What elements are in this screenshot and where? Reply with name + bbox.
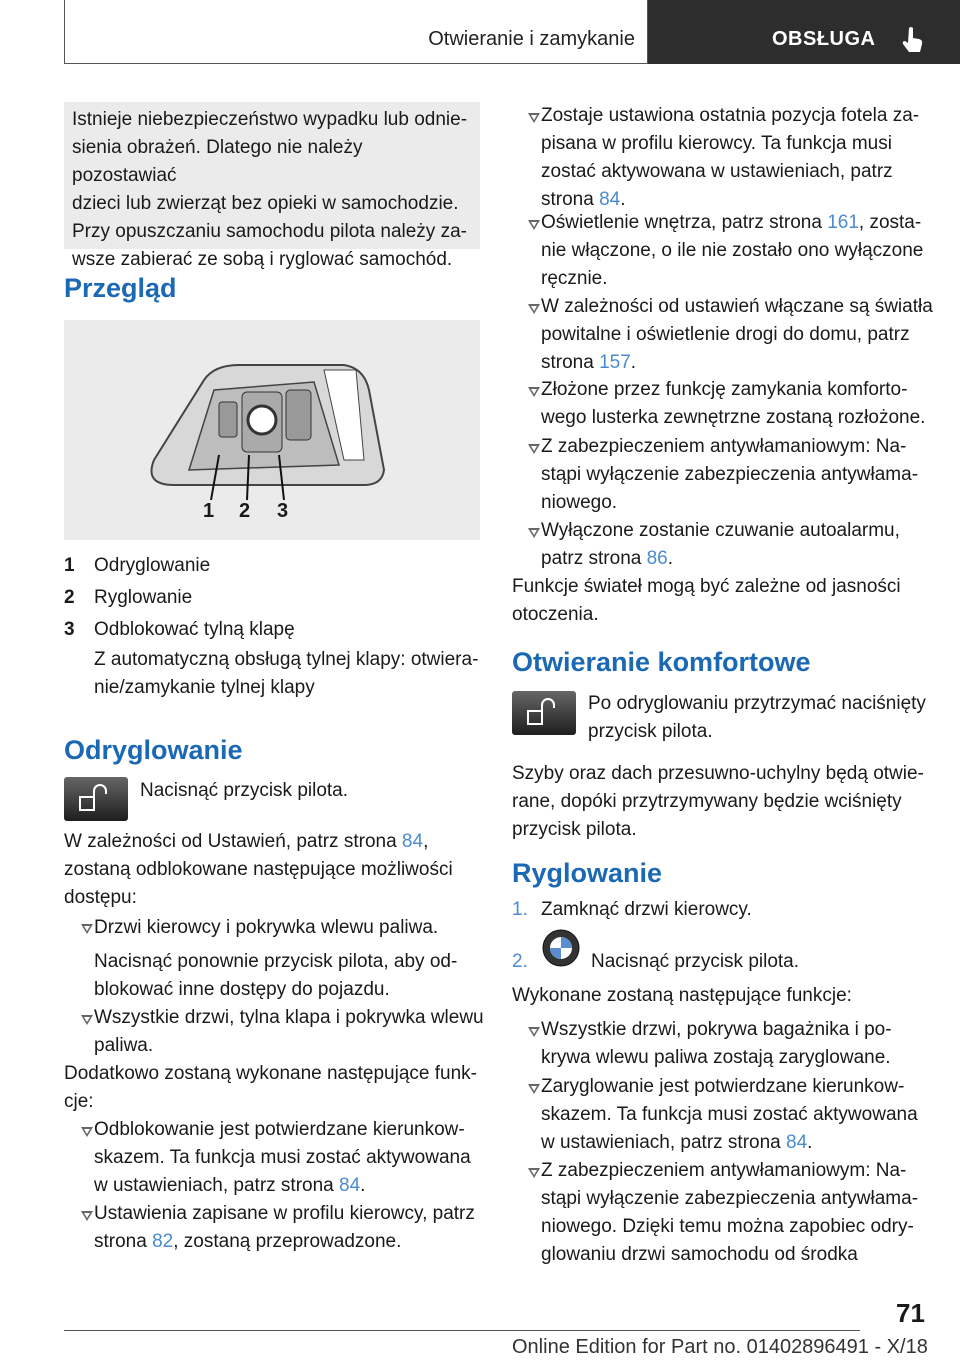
bullet-triangle-icon [528, 220, 540, 230]
warning-line: Istnieje niebezpieczeństwo wypadku lub odnie- [72, 109, 468, 130]
legend-note [94, 646, 478, 702]
note-line: Z automatyczną obsługą tylnej klapy: otwiera- [94, 649, 479, 670]
legend-label: Ryglowanie [94, 587, 193, 608]
intro-text: dostępu: [64, 887, 137, 908]
step-number: 1. [512, 899, 528, 920]
figure-label: 3 [277, 500, 289, 522]
bullet-item [94, 914, 438, 942]
unlock-icon [512, 691, 576, 735]
bullet-triangle-icon [528, 444, 540, 454]
lights-note [512, 573, 901, 629]
bullet-text: strona [541, 189, 600, 210]
bullet-triangle-icon [528, 304, 540, 314]
overview-heading: Przegląd [64, 273, 177, 303]
bullet-text: w ustawieniach, patrz strona [541, 1132, 787, 1153]
text-line: otoczenia. [512, 604, 599, 625]
bullet-triangle-icon [81, 1211, 93, 1221]
unlock-intro [64, 828, 453, 912]
bullet-text: krywa wlewu paliwa zostają zaryglowane. [541, 1047, 891, 1068]
legend-number: 1 [64, 555, 75, 576]
text-line: Szyby oraz dach przesuwno-uchylny będą otwie- [512, 763, 924, 784]
legend-item [64, 616, 295, 644]
bullet-text: niowego. [541, 492, 618, 513]
bullet-text: Z zabezpieczeniem antywłamaniowym: Na- [541, 1160, 907, 1181]
warning-line: sienia obrażeń. Dlatego nie należy pozostawiać [72, 137, 363, 186]
bullet-item: Zostaje ustawiona ostatnia pozycja fotela za- pisana w profilu kierowcy. Ta funkcja musi zostać aktywowana w ustawieniach, patrz strona 84. [541, 102, 919, 214]
bullet-item [94, 1200, 475, 1256]
bullet-item: Wyłączone zostanie czuwanie autoalarmu, patrz strona 86. [541, 517, 900, 573]
chapter-title: Otwieranie i zamykanie [428, 28, 635, 50]
intro-text: zostaną odblokowane następujące możliwości [64, 859, 453, 880]
bullet-text: Nacisnąć ponownie przycisk pilota, aby od- [94, 951, 458, 972]
bullet-text: Ustawienia zapisane w profilu kierowcy, patrz [94, 1203, 475, 1224]
bullet-note [94, 948, 457, 1004]
warning-box [64, 102, 480, 270]
bullet-text: Zostaje ustawiona ostatnia pozycja fotela za- [541, 105, 920, 126]
key-fob-figure [64, 320, 480, 540]
key-fob-illustration [64, 320, 480, 540]
bullet-triangle-icon [81, 924, 93, 934]
bullet-text: Zaryglowanie jest potwierdzane kierunkow- [541, 1076, 905, 1097]
legend-number: 3 [64, 619, 75, 640]
bullet-item [541, 433, 918, 517]
bullet-text: Drzwi kierowcy i pokrywka wlewu paliwa. [94, 917, 439, 938]
warning-line: dzieci lub zwierząt bez opieki w samochodzie. [72, 193, 459, 214]
legend-label: Odryglowanie [94, 555, 211, 576]
bullet-text: patrz strona [541, 548, 647, 569]
bullet-triangle-icon [528, 1084, 540, 1094]
intro-text: W zależności od Ustawień, patrz strona [64, 831, 402, 852]
warning-line: Przy opuszczaniu samochodu pilota należy za- [72, 221, 467, 242]
page-link[interactable]: 84 [599, 189, 621, 210]
text-line: rane, dopóki przytrzymywany będzie wciśnięty [512, 791, 902, 812]
bullet-triangle-icon [81, 1127, 93, 1137]
page-link[interactable]: 161 [827, 212, 859, 233]
windows-text [512, 760, 924, 844]
bullet-text: Wszystkie drzwi, tylna klapa i pokrywka wlewu [94, 1007, 484, 1028]
bullet-item [94, 1004, 484, 1060]
page-number: 71 [896, 1298, 925, 1328]
page-link[interactable]: 84 [401, 831, 424, 852]
bullet-text: Złożone przez funkcję zamykania komforto- [541, 379, 908, 400]
text-line: przycisk pilota. [512, 819, 637, 840]
comfort-text [588, 690, 926, 746]
legend-item [64, 584, 192, 612]
bullet-item: Odblokowanie jest potwierdzane kierunkow- skazem. Ta funkcja musi zostać aktywowana w ustawieniach, patrz strona 84. [94, 1116, 471, 1200]
comfort-heading: Otwieranie komfortowe [512, 647, 811, 677]
page-link[interactable]: 84 [339, 1175, 361, 1196]
warning-line: wsze zabierać ze sobą i ryglować samochód. [72, 249, 453, 270]
header-chapter-box [64, 0, 648, 64]
bullet-text: zostać aktywowana w ustawieniach, patrz [541, 161, 893, 182]
bullet-text: paliwa. [94, 1035, 154, 1056]
bullet-triangle-icon [528, 528, 540, 538]
text-line: Po odryglowaniu przytrzymać naciśnięty [588, 693, 926, 714]
bullet-item: Zaryglowanie jest potwierdzane kierunkow- skazem. Ta funkcja musi zostać aktywowana w ustawieniach, patrz strona 84. [541, 1073, 918, 1157]
bullet-text: powitalne i oświetlenie drogi do domu, patrz [541, 324, 910, 345]
bullet-item [541, 209, 923, 293]
bullet-text: skazem. Ta funkcja musi zostać aktywowana [541, 1104, 918, 1125]
step-number-2 [512, 948, 528, 976]
page-link[interactable]: 157 [599, 352, 631, 373]
footer-divider [64, 1330, 860, 1331]
unlock-icon [64, 777, 128, 821]
bullet-text: ręcznie. [541, 268, 608, 289]
footer-edition: Online Edition for Part no. 01402896491 - X/18 [512, 1336, 928, 1358]
bullet-item [541, 1157, 918, 1269]
page-link[interactable]: 86 [646, 548, 668, 569]
bullet-triangle-icon [528, 113, 540, 123]
hand-pointer-icon [896, 24, 928, 56]
unlock-button-image [512, 691, 576, 735]
step-text: Zamknąć drzwi kierowcy. [541, 899, 752, 920]
bullet-text: stąpi wyłączenie zabezpieczenia antywłama- [541, 464, 919, 485]
text-line: cje: [64, 1091, 94, 1112]
bullet-item [541, 1016, 892, 1072]
step-item [512, 896, 752, 924]
unlock-press-text: Nacisnąć przycisk pilota. [140, 780, 349, 801]
step-number: 2. [512, 951, 528, 972]
bullet-text: , zosta- [858, 212, 922, 233]
bullet-item [541, 376, 925, 432]
unlock-button-image [64, 777, 128, 821]
figure-label: 2 [239, 500, 251, 522]
bullet-text: Wyłączone zostanie czuwanie autoalarmu, [541, 520, 900, 541]
section-title: OBSŁUGA [772, 28, 876, 50]
bullet-text: Z zabezpieczeniem antywłamaniowym: Na- [541, 436, 907, 457]
bullet-text: strona [541, 352, 600, 373]
bullet-triangle-icon [528, 1027, 540, 1037]
legend-label: Odblokować tylną klapę [94, 619, 295, 640]
bullet-text: strona [94, 1231, 153, 1252]
bullet-text: , zostaną przeprowadzone. [173, 1231, 402, 1252]
bullet-text: wego lusterka zewnętrzne zostaną rozłożone. [541, 407, 926, 428]
bullet-text: niowego. Dzięki temu można zapobiec odry- [541, 1216, 914, 1237]
page-link[interactable]: 82 [152, 1231, 174, 1252]
bullet-text: glowaniu drzwi samochodu od środka [541, 1244, 858, 1265]
text-line: Dodatkowo zostaną wykonane następujące funk- [64, 1063, 477, 1084]
figure-label: 1 [203, 500, 215, 522]
legend-number: 2 [64, 587, 75, 608]
bullet-text: skazem. Ta funkcja musi zostać aktywowana [94, 1147, 471, 1168]
bullet-text: Oświetlenie wnętrza, patrz strona [541, 212, 828, 233]
bullet-text: pisana w profilu kierowcy. Ta funkcja musi [541, 133, 892, 154]
bullet-triangle-icon [528, 387, 540, 397]
header-section-box [648, 0, 960, 64]
bullet-item: W zależności od ustawień włączane są światła powitalne i oświetlenie drogi do domu, patrz strona 157. [541, 293, 933, 377]
bullet-text: w ustawieniach, patrz strona [94, 1175, 340, 1196]
bullet-text: Wszystkie drzwi, pokrywa bagażnika i po- [541, 1019, 892, 1040]
bmw-logo-icon [541, 928, 581, 968]
bullet-text: stąpi wyłączenie zabezpieczenia antywłama- [541, 1188, 919, 1209]
lock-heading: Ryglowanie [512, 858, 663, 888]
bullet-text: Odblokowanie jest potwierdzane kierunkow- [94, 1119, 465, 1140]
bullet-triangle-icon [81, 1015, 93, 1025]
step-text: Nacisnąć przycisk pilota. [591, 951, 800, 972]
note-line: nie/zamykanie tylnej klapy [94, 677, 315, 698]
page-link[interactable]: 84 [786, 1132, 808, 1153]
bullet-triangle-icon [528, 1168, 540, 1178]
text-line: przycisk pilota. [588, 721, 713, 742]
intro-text: , [423, 831, 429, 852]
legend-item [64, 552, 210, 580]
functions-intro: Wykonane zostaną następujące funkcje: [512, 985, 852, 1006]
text-line: Funkcje świateł mogą być zależne od jasności [512, 576, 901, 597]
bullet-text: nie włączone, o ile nie zostało ono wyłączone [541, 240, 924, 261]
additional-text [64, 1060, 477, 1116]
bullet-text: W zależności od ustawień włączane są światła [541, 296, 933, 317]
unlock-heading: Odryglowanie [64, 735, 243, 765]
bullet-text: blokować inne dostępy do pojazdu. [94, 979, 390, 1000]
